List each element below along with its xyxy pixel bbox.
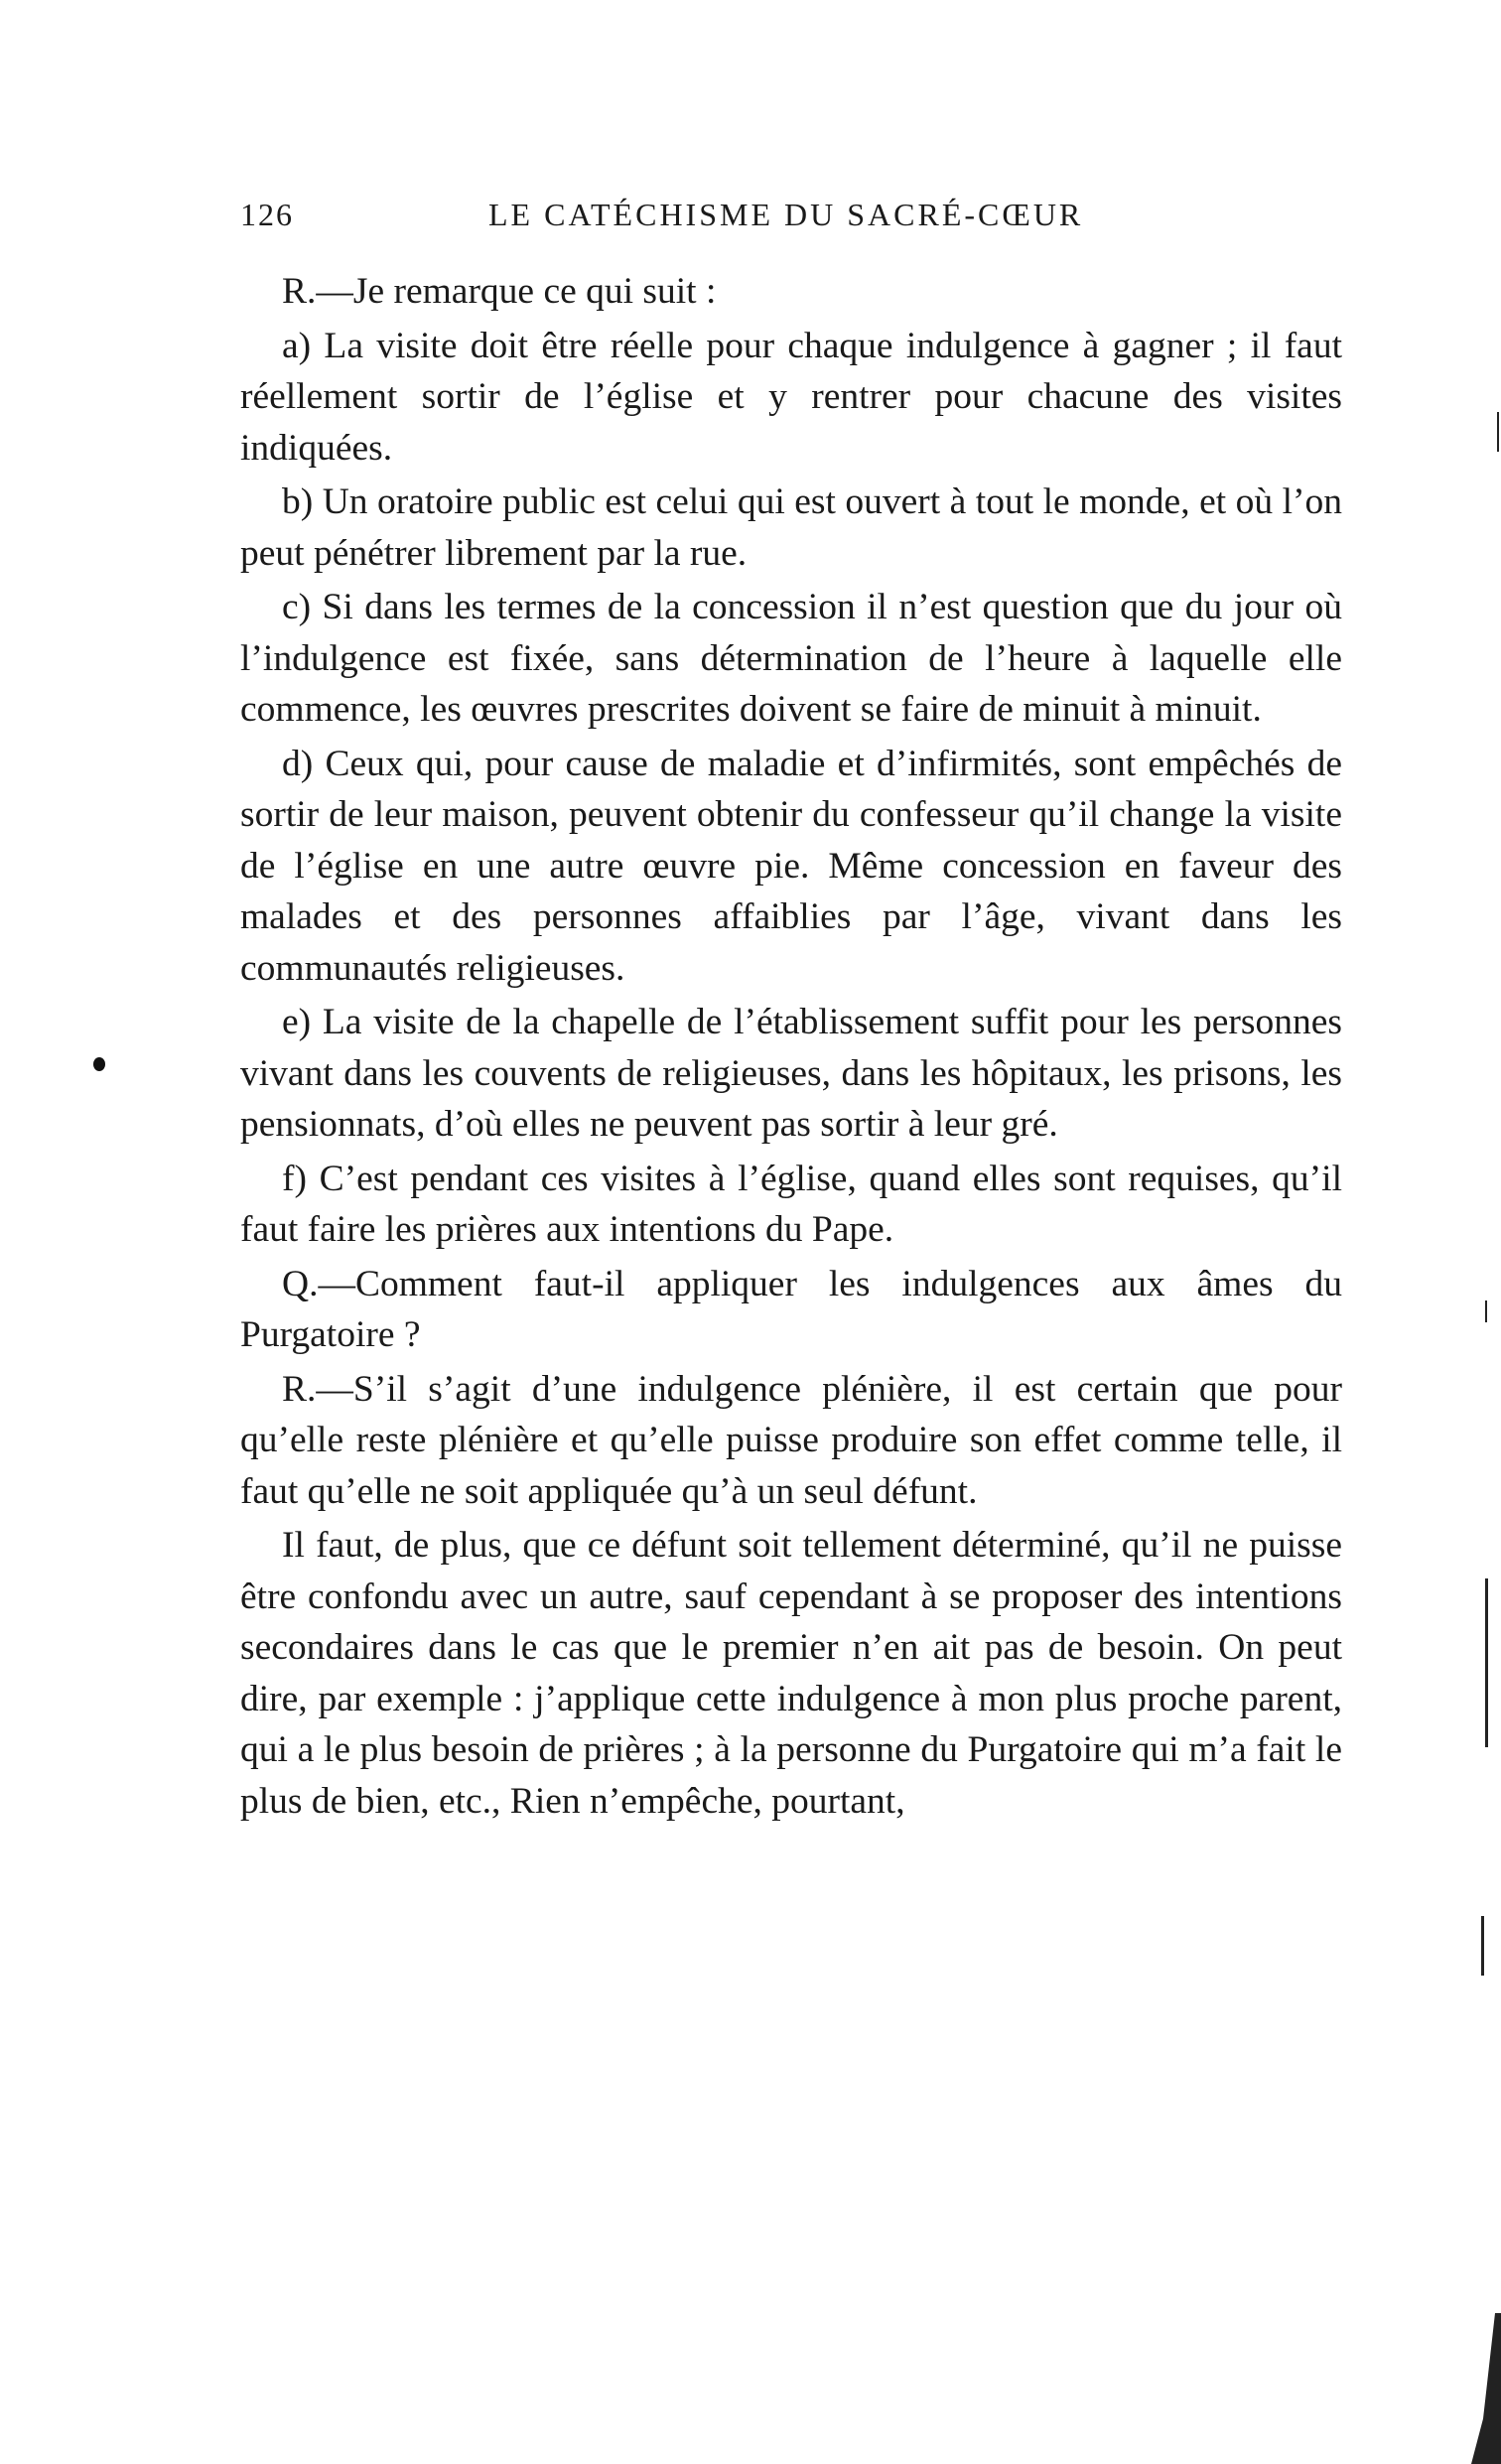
paragraph-a: a) La visite doit être réelle pour chaque indulgence à gagner ; il faut réellement sortir de l’église et y rentrer pour chacune des visites indiquées. — [240, 325, 1342, 469]
scan-edge-mark — [1497, 412, 1499, 452]
running-title: LE CATÉCHISME DU SACRÉ-CŒUR — [488, 197, 1084, 232]
paragraph-d: d) Ceux qui, pour cause de maladie et d’infirmités, sont empêchés de sortir de leur maison, peuvent obtenir du confesseur qu’il change la visite de l’église en une autre œuvre pie. Même concession en faveur des malades et des personnes affaiblies par l’âge, vivant dans les communautés religieuses. — [240, 743, 1342, 989]
paragraph-continuation: Il faut, de plus, que ce défunt soit tellement déterminé, qu’il ne puisse être confondu avec un autre, sauf cependant à se proposer des intentions secondaires dans le cas que le premier n’en ait pas de besoin. On peut dire, par exemple : j’applique cette indulgence à mon plus proche parent, qui a le plus besoin de prières ; à la personne du Purgatoire qui m’a fait le plus de bien, etc., Rien n’empêche, pourtant, — [240, 1525, 1342, 1822]
paragraph-answer: R.—S’il s’agit d’une indulgence plénière, il est certain que pour qu’elle reste plénière et qu’elle puisse produire son effet comme telle, il faut qu’elle ne soit appliquée qu’à un seul défunt. — [240, 1368, 1342, 1512]
paragraph-f: f) C’est pendant ces visites à l’église, quand elles sont requises, qu’il faut faire les prières aux intentions du Pape. — [240, 1158, 1342, 1250]
page-number: 126 — [240, 197, 294, 232]
scan-edge-mark — [1471, 2313, 1501, 2464]
paragraph-answer-intro: R.—Je remarque ce qui suit : — [282, 271, 717, 312]
ink-speck — [93, 1057, 105, 1071]
scan-edge-mark — [1481, 1916, 1484, 1976]
paragraph-b: b) Un oratoire public est celui qui est ouvert à tout le monde, et où l’on peut pénétrer librement par la rue. — [240, 481, 1342, 574]
paragraph-c: c) Si dans les termes de la concession il n’est question que du jour où l’indulgence est fixée, sans détermination de l’heure à laquelle elle commence, les œuvres prescrites doivent se faire de minuit à minuit. — [240, 587, 1342, 730]
running-head — [240, 197, 1342, 246]
body-text — [240, 266, 1342, 1830]
scan-edge-mark — [1485, 1578, 1488, 1747]
scan-edge-mark — [1485, 1300, 1487, 1322]
paragraph-question: Q.—Comment faut-il appliquer les indulgences aux âmes du Purgatoire ? — [240, 1263, 1342, 1355]
paragraph-e: e) La visite de la chapelle de l’établissement suffit pour les personnes vivant dans les couvents de religieuses, dans les hôpitaux, les prisons, les pensionnats, d’où elles ne peuvent pas sortir à leur gré. — [240, 1002, 1342, 1145]
